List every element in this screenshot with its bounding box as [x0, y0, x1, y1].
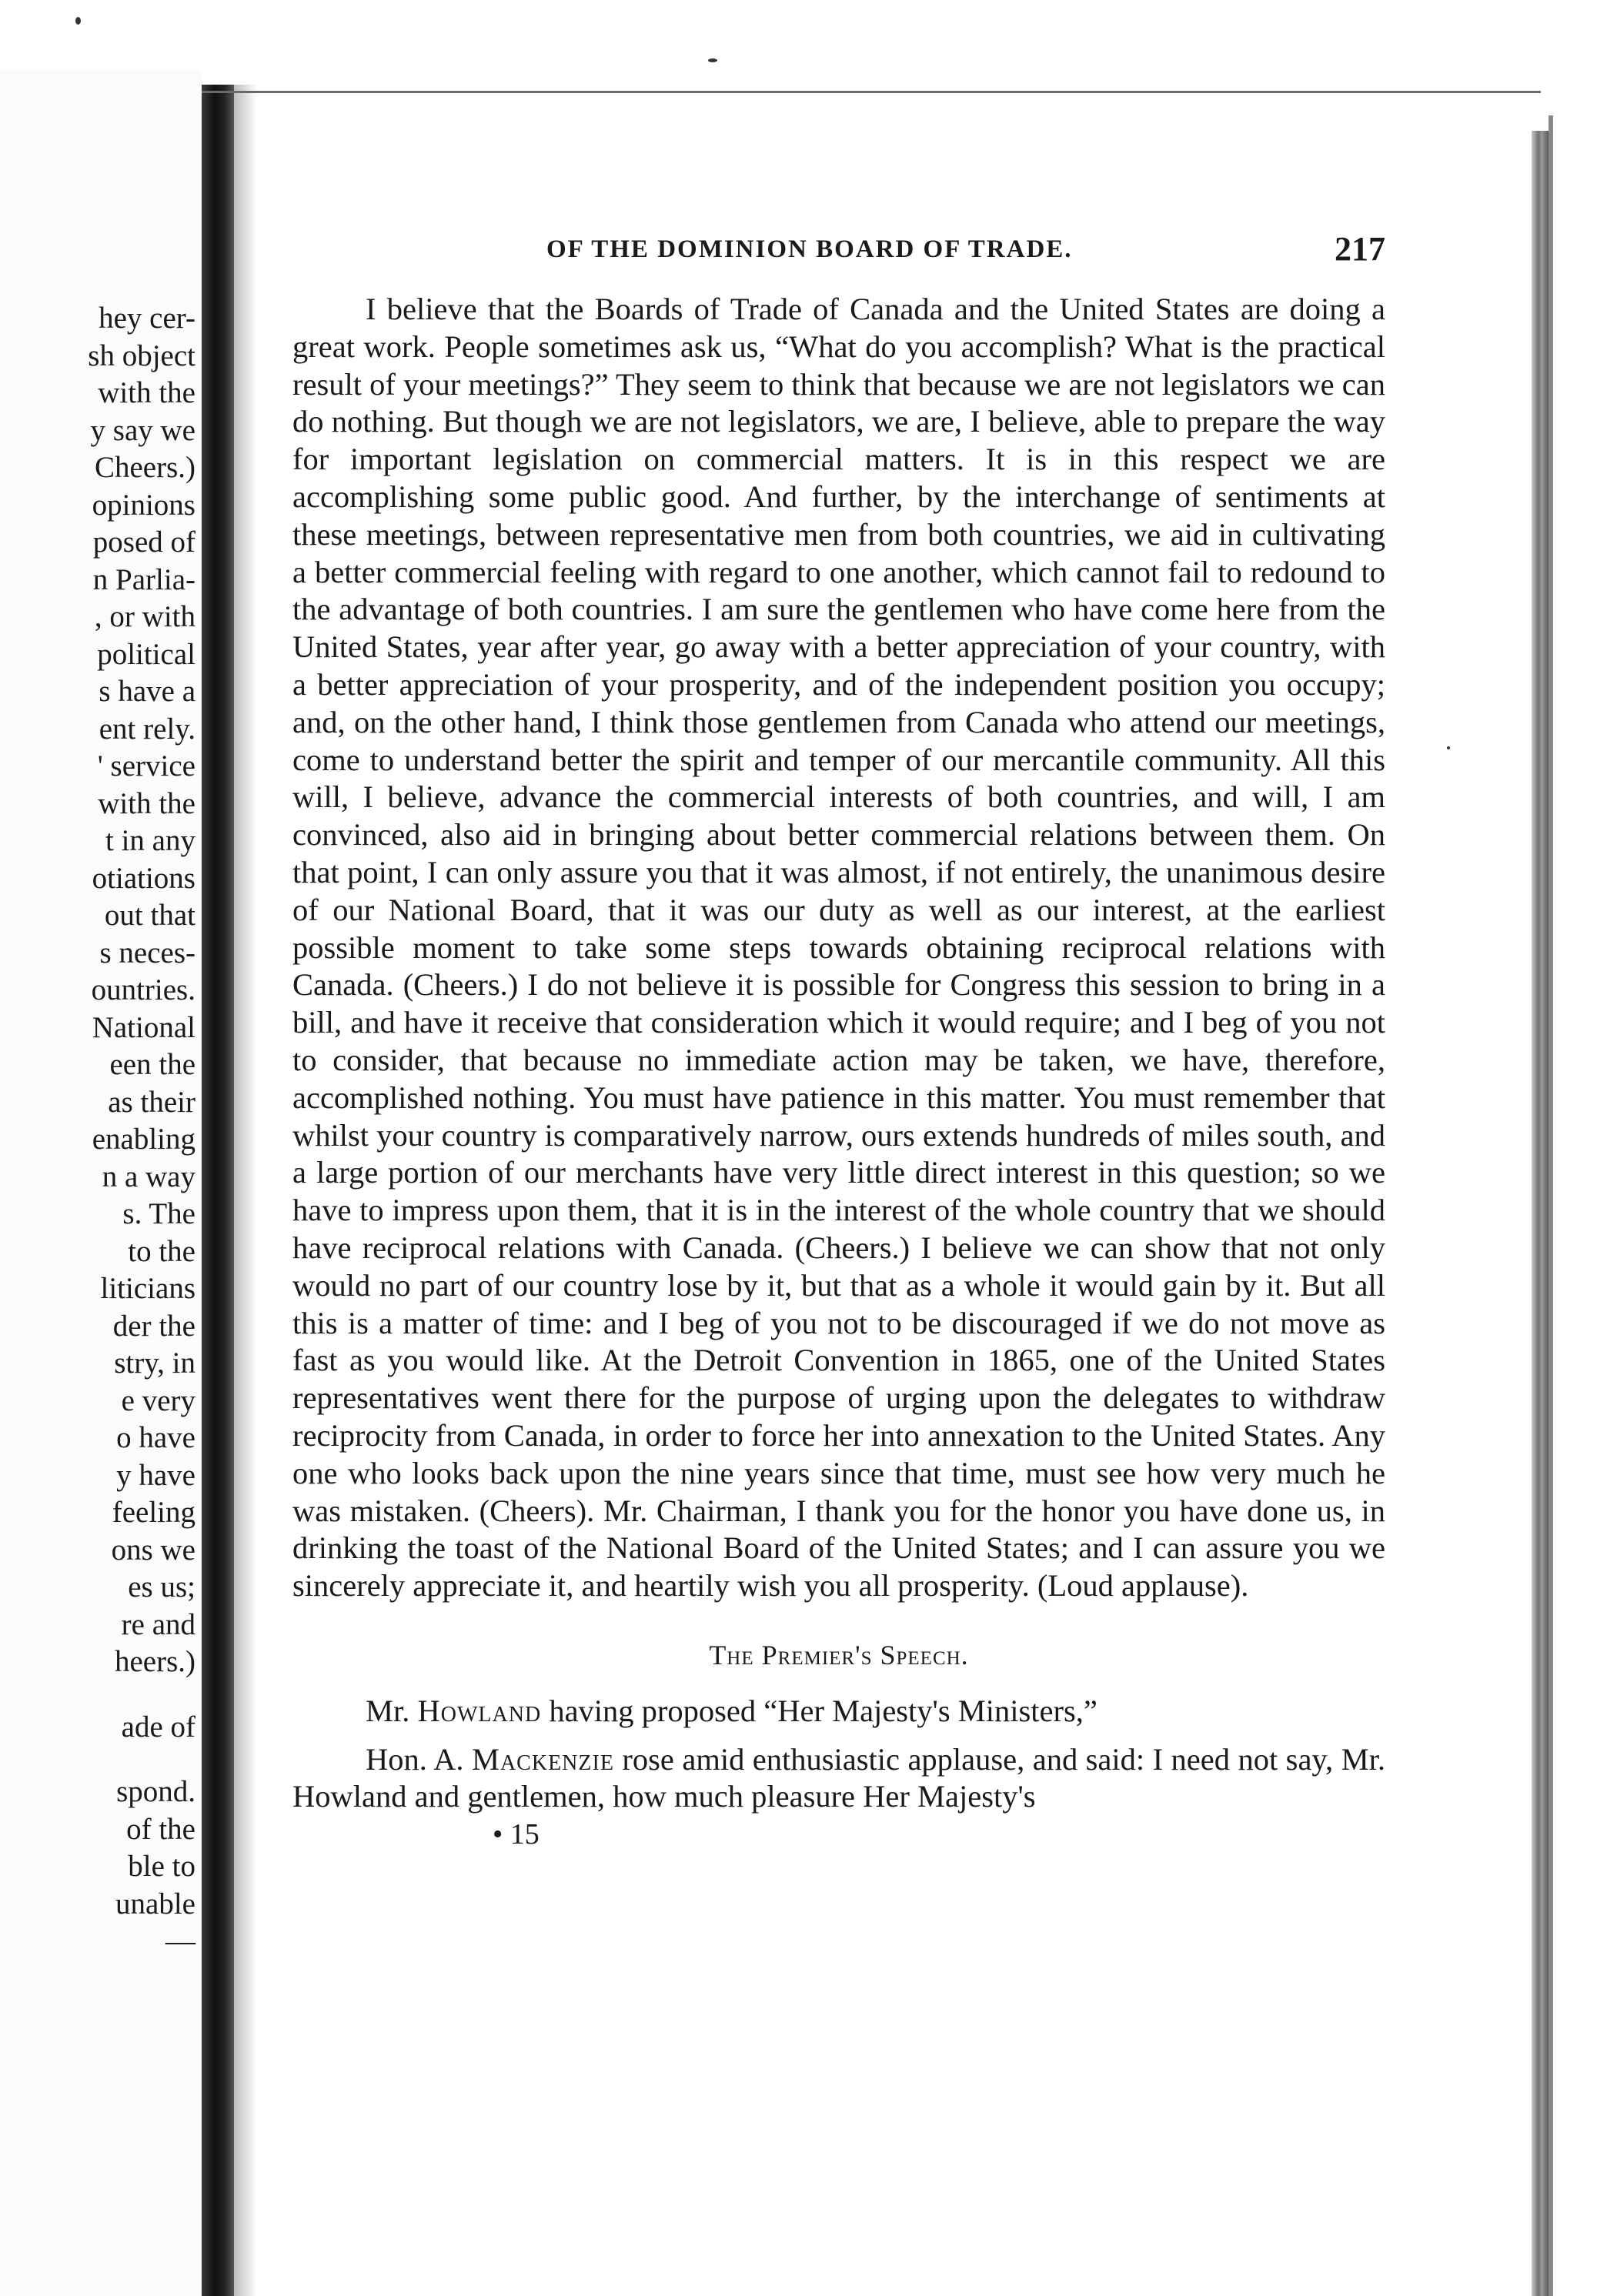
facing-page-text	[88, 300, 195, 1961]
paragraph-text: having proposed “Her Majesty's Ministers,”	[549, 1693, 1098, 1728]
facing-page-line: s neces-	[99, 936, 195, 969]
facing-page-line: ountries.	[91, 973, 195, 1006]
facing-page-line: , or with	[94, 600, 195, 633]
facing-page-line: unable	[115, 1887, 195, 1921]
page-number: 217	[1335, 230, 1385, 268]
facing-page-line: re and	[121, 1607, 195, 1641]
facing-page-line: hey cer-	[99, 302, 195, 335]
facing-page-line: otiations	[92, 861, 195, 895]
facing-page-line: posed of	[92, 526, 195, 559]
facing-page-line: ble to	[128, 1850, 195, 1883]
facing-page-line: ade of	[121, 1710, 195, 1744]
facing-page-line: out that	[104, 899, 195, 932]
book-gutter	[202, 85, 234, 2296]
facing-page-line: with the	[98, 376, 195, 409]
dust-speck	[708, 58, 717, 62]
page-fore-edge	[1532, 131, 1549, 2296]
facing-page-line	[88, 1746, 195, 1774]
facing-page-line: sh object	[88, 339, 195, 372]
facing-page-line: e very	[121, 1383, 195, 1417]
facing-page-line: opinions	[92, 488, 195, 522]
facing-page-line	[88, 1681, 195, 1709]
facing-page-line: y have	[116, 1458, 195, 1492]
section-heading: The Premier's Speech.	[709, 1639, 969, 1670]
facing-page-line: der the	[112, 1309, 195, 1343]
facing-page-line: of the	[126, 1812, 195, 1846]
facing-page-line: s have a	[99, 675, 195, 708]
facing-page-line: spond.	[116, 1775, 195, 1808]
running-title: OF THE DOMINION BOARD OF TRADE.	[546, 235, 1073, 263]
facing-page-line: y say we	[90, 413, 195, 447]
paragraph-text: rose amid enthusiastic applause, and said: I need not say, Mr. Howland and gentlemen, how much pleasure Her Majesty's	[292, 1741, 1386, 1814]
facing-page-line: political	[97, 637, 195, 671]
paragraph: I believe that the Boards of Trade of Canada and the United States are doing a great work. People sometimes ask us, “What do you accomplish? What is the practical result of your meetings?” They seem to think that because we are not legislators we can do nothing. But though we are not legislators, we are, I believe, able to prepare the way for important legislation on commercial matters. It is in this respect we are accomplishing some public good. And further, by the interchange of sentiments at these meetings, between representative men from both countries, we aid in cultivating a better commercial feeling with regard to one another, which cannot fail to redound to the advantage of both countries. I am sure the gentlemen who have come here from the United States, year after year, go away with a better appreciation of your country, with a better appreciation of your prosperity, and of the independent position you occupy; and, on the other hand, I think those gentlemen from Canada who attend our meetings, come to understand better the spirit and temper of our mercantile community. All this will, I believe, advance the commercial interests of both countries, and will, I am convinced, also aid in bringing about better commercial relations between them. On that point, I can only assure you that it was almost, if not entirely, the unanimous desire of our National Board, that it was our duty as well as our interest, at the earliest possible moment to take some steps towards obtaining reciprocal relations with Canada. (Cheers.) I do not believe it is possible for Congress this session to bring in a bill, and have it receive that consideration which it would require; and I beg of you not to consider, that because no immediate action may be taken, we have, therefore, accomplished nothing. You must have patience in this matter. You must remember that whilst your country is comparatively narrow, ours extends hundreds of miles south, and a large portion of our merchants have very little direct interest in this question; so we have to impress upon them, that it is in the interest of the whole country that we should have reciprocal relations with Canada. (Cheers.) I believe we can show that not only would no part of our country lose by it, but that as a whole it would gain by it. But all this is a matter of time: and I beg of you not to be discouraged if we do not move as fast as you would like. At the Detroit Convention in 1865, one of the United States representatives went there for the purpose of urging upon the delegates to withdraw reciprocity from Canada, in order to force her into annexation to the United States. Any one who looks back upon the nine years since that time, must see how very much he was mistaken. (Cheers). Mr. Chairman, I thank you for the honor you have done us, in drinking the toast of the National Board of the United States; and I can assure you we sincerely appreciate it, and heartily wish you all prosperity. (Loud applause).	[292, 292, 1385, 1604]
dust-speck	[1447, 746, 1450, 749]
facing-page-line: n Parlia-	[92, 562, 195, 596]
page-fore-edge-line	[1549, 115, 1553, 2296]
running-head	[292, 229, 1385, 275]
facing-page-line: o have	[116, 1421, 195, 1454]
body-text	[292, 291, 1385, 1850]
facing-page-line: with the	[98, 786, 195, 820]
speaker-name: Howland	[417, 1693, 542, 1728]
facing-page-line: National	[92, 1010, 195, 1044]
facing-page-line: t in any	[105, 824, 195, 857]
book-page	[292, 229, 1385, 1850]
signature-mark: • 15	[493, 1818, 540, 1851]
facing-page-line: s. The	[122, 1197, 195, 1230]
speaker-prefix: Hon. A.	[366, 1741, 464, 1777]
facing-page-line: ent rely.	[99, 712, 195, 746]
facing-page-line: ons we	[111, 1533, 195, 1567]
gutter-shadow	[234, 85, 257, 2296]
speaker-prefix: Mr.	[366, 1693, 410, 1728]
facing-page-line: es us;	[128, 1570, 195, 1604]
facing-page-line: een the	[109, 1048, 195, 1081]
facing-page-line: stry, in	[114, 1347, 195, 1380]
facing-page-line: ' service	[97, 749, 195, 783]
paragraph	[292, 1693, 1385, 1730]
page-top-edge	[202, 91, 1541, 93]
facing-page-line: as their	[108, 1085, 195, 1119]
speaker-name: Mackenzie	[471, 1741, 614, 1777]
facing-page-line: Cheers.)	[94, 451, 195, 484]
facing-page-line: to the	[128, 1234, 195, 1268]
facing-page-line: n a way	[102, 1160, 195, 1193]
facing-page	[0, 69, 202, 2296]
facing-page-line: feeling	[112, 1496, 195, 1529]
facing-page-line: enabling	[92, 1123, 195, 1156]
paragraph	[292, 1741, 1385, 1817]
facing-page-line: liticians	[100, 1272, 195, 1305]
facing-page-line: —	[165, 1924, 195, 1957]
facing-page-line: heers.)	[114, 1645, 195, 1678]
dust-speck	[75, 17, 81, 25]
